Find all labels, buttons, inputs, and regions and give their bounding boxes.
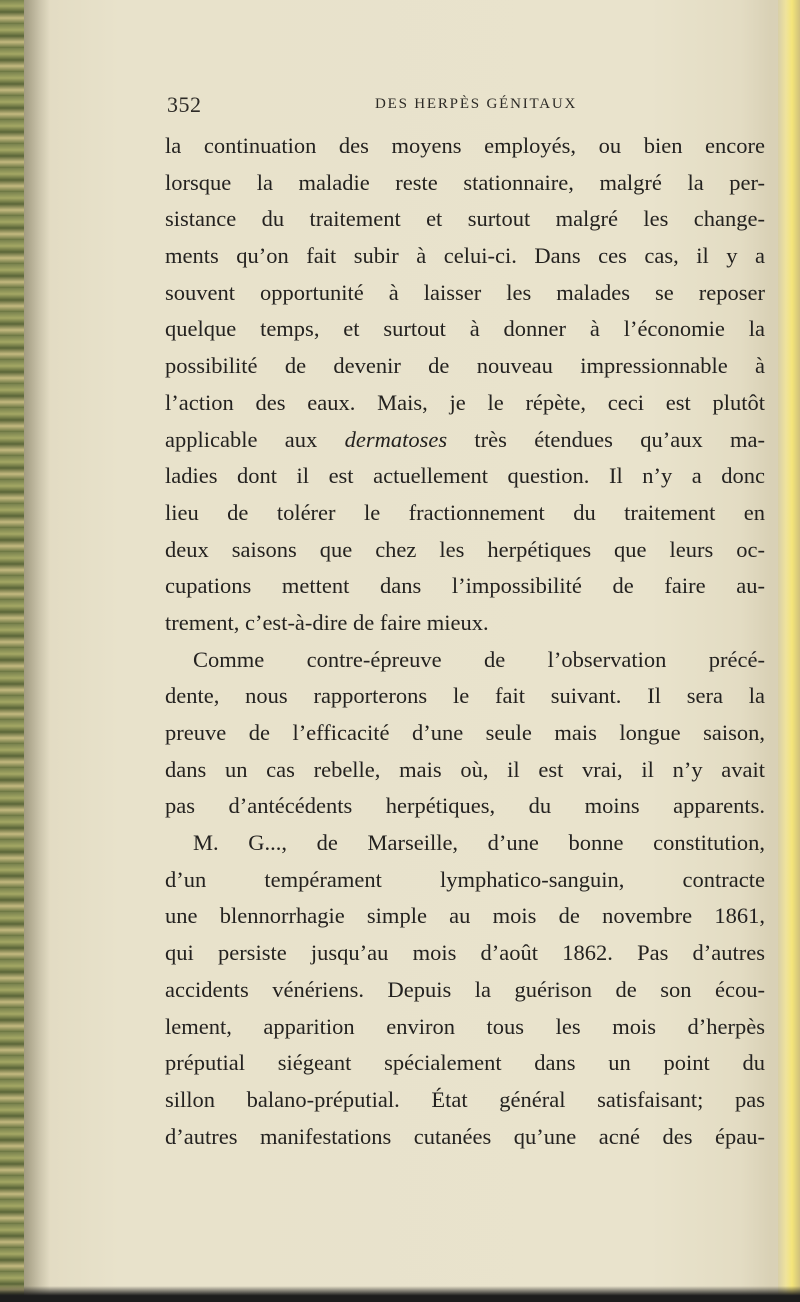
text-line: sillon balano-préputial. État général satisfaisant; pas [165,1086,765,1112]
text-line: lement, apparition environ tous les mois d’herpès [165,1013,765,1039]
page-fore-edge [778,0,800,1302]
text-line: Comme contre-épreuve de l’observation précé- [193,646,765,672]
text-line: M. G..., de Marseille, d’une bonne constitution, [193,830,765,856]
text-line: la continuation des moyens employés, ou bien encore [165,133,765,158]
italic-term: dermatoses [344,426,448,452]
text-line [165,422,765,459]
text-line: qui persiste jusqu’au mois d’août 1862. Pas d’autres [165,940,765,966]
text-line: possibilité de devenir de nouveau impressionnable à [165,353,765,379]
text-line: préputial siégeant spécialement dans un point du [165,1050,765,1076]
text-line: ladies dont il est actuellement question. Il n’y a donc [165,463,765,489]
text-line: lorsque la maladie reste stationnaire, malgré la per- [165,169,765,195]
text-line: ments qu’on fait subir à celui-ci. Dans ces cas, il y a [165,243,765,269]
text-line: souvent opportunité à laisser les malades se reposer [165,279,765,305]
text-segment: très étendues qu’aux ma- [447,426,766,452]
text-segment: applicable aux [165,426,345,452]
text-line: dente, nous rapporterons le fait suivant. Il sera la [165,683,765,709]
text-line: cupations mettent dans l’impossibilité de faire au- [165,573,765,599]
text-line: sistance du traitement et surtout malgré les change- [165,206,765,232]
text-line: deux saisons que chez les herpétiques que leurs oc- [165,536,765,562]
text-line: dans un cas rebelle, mais où, il est vrai, il n’y avait [165,756,765,782]
running-head: DES HERPÈS GÉNITAUX [375,96,578,112]
page-header [167,92,767,122]
text-line: accidents vénériens. Depuis la guérison de son écou- [165,976,765,1002]
text-line: preuve de l’efficacité d’une seule mais longue saison, [165,720,765,745]
text-line: trement, c’est-à-dire de faire mieux. [165,609,489,635]
book-binding-edge [0,0,24,1302]
text-line: d’autres manifestations cutanées qu’une acné des épau- [165,1123,765,1149]
text-line: quelque temps, et surtout à donner à l’économie la [165,316,765,342]
text-line: une blennorrhagie simple au mois de novembre 1861, [165,903,765,929]
text-line: pas d’antécédents herpétiques, du moins apparents. [165,793,765,819]
text-line: d’un tempérament lymphatico-sanguin, contracte [165,866,765,892]
text-line: l’action des eaux. Mais, je le répète, ceci est plutôt [165,389,765,415]
gutter-shadow [24,0,50,1302]
page-bottom-edge [0,1286,800,1302]
text-line: lieu de tolérer le fractionnement du traitement en [165,499,765,525]
body-text [165,128,765,1155]
page-number: 352 [167,92,202,117]
